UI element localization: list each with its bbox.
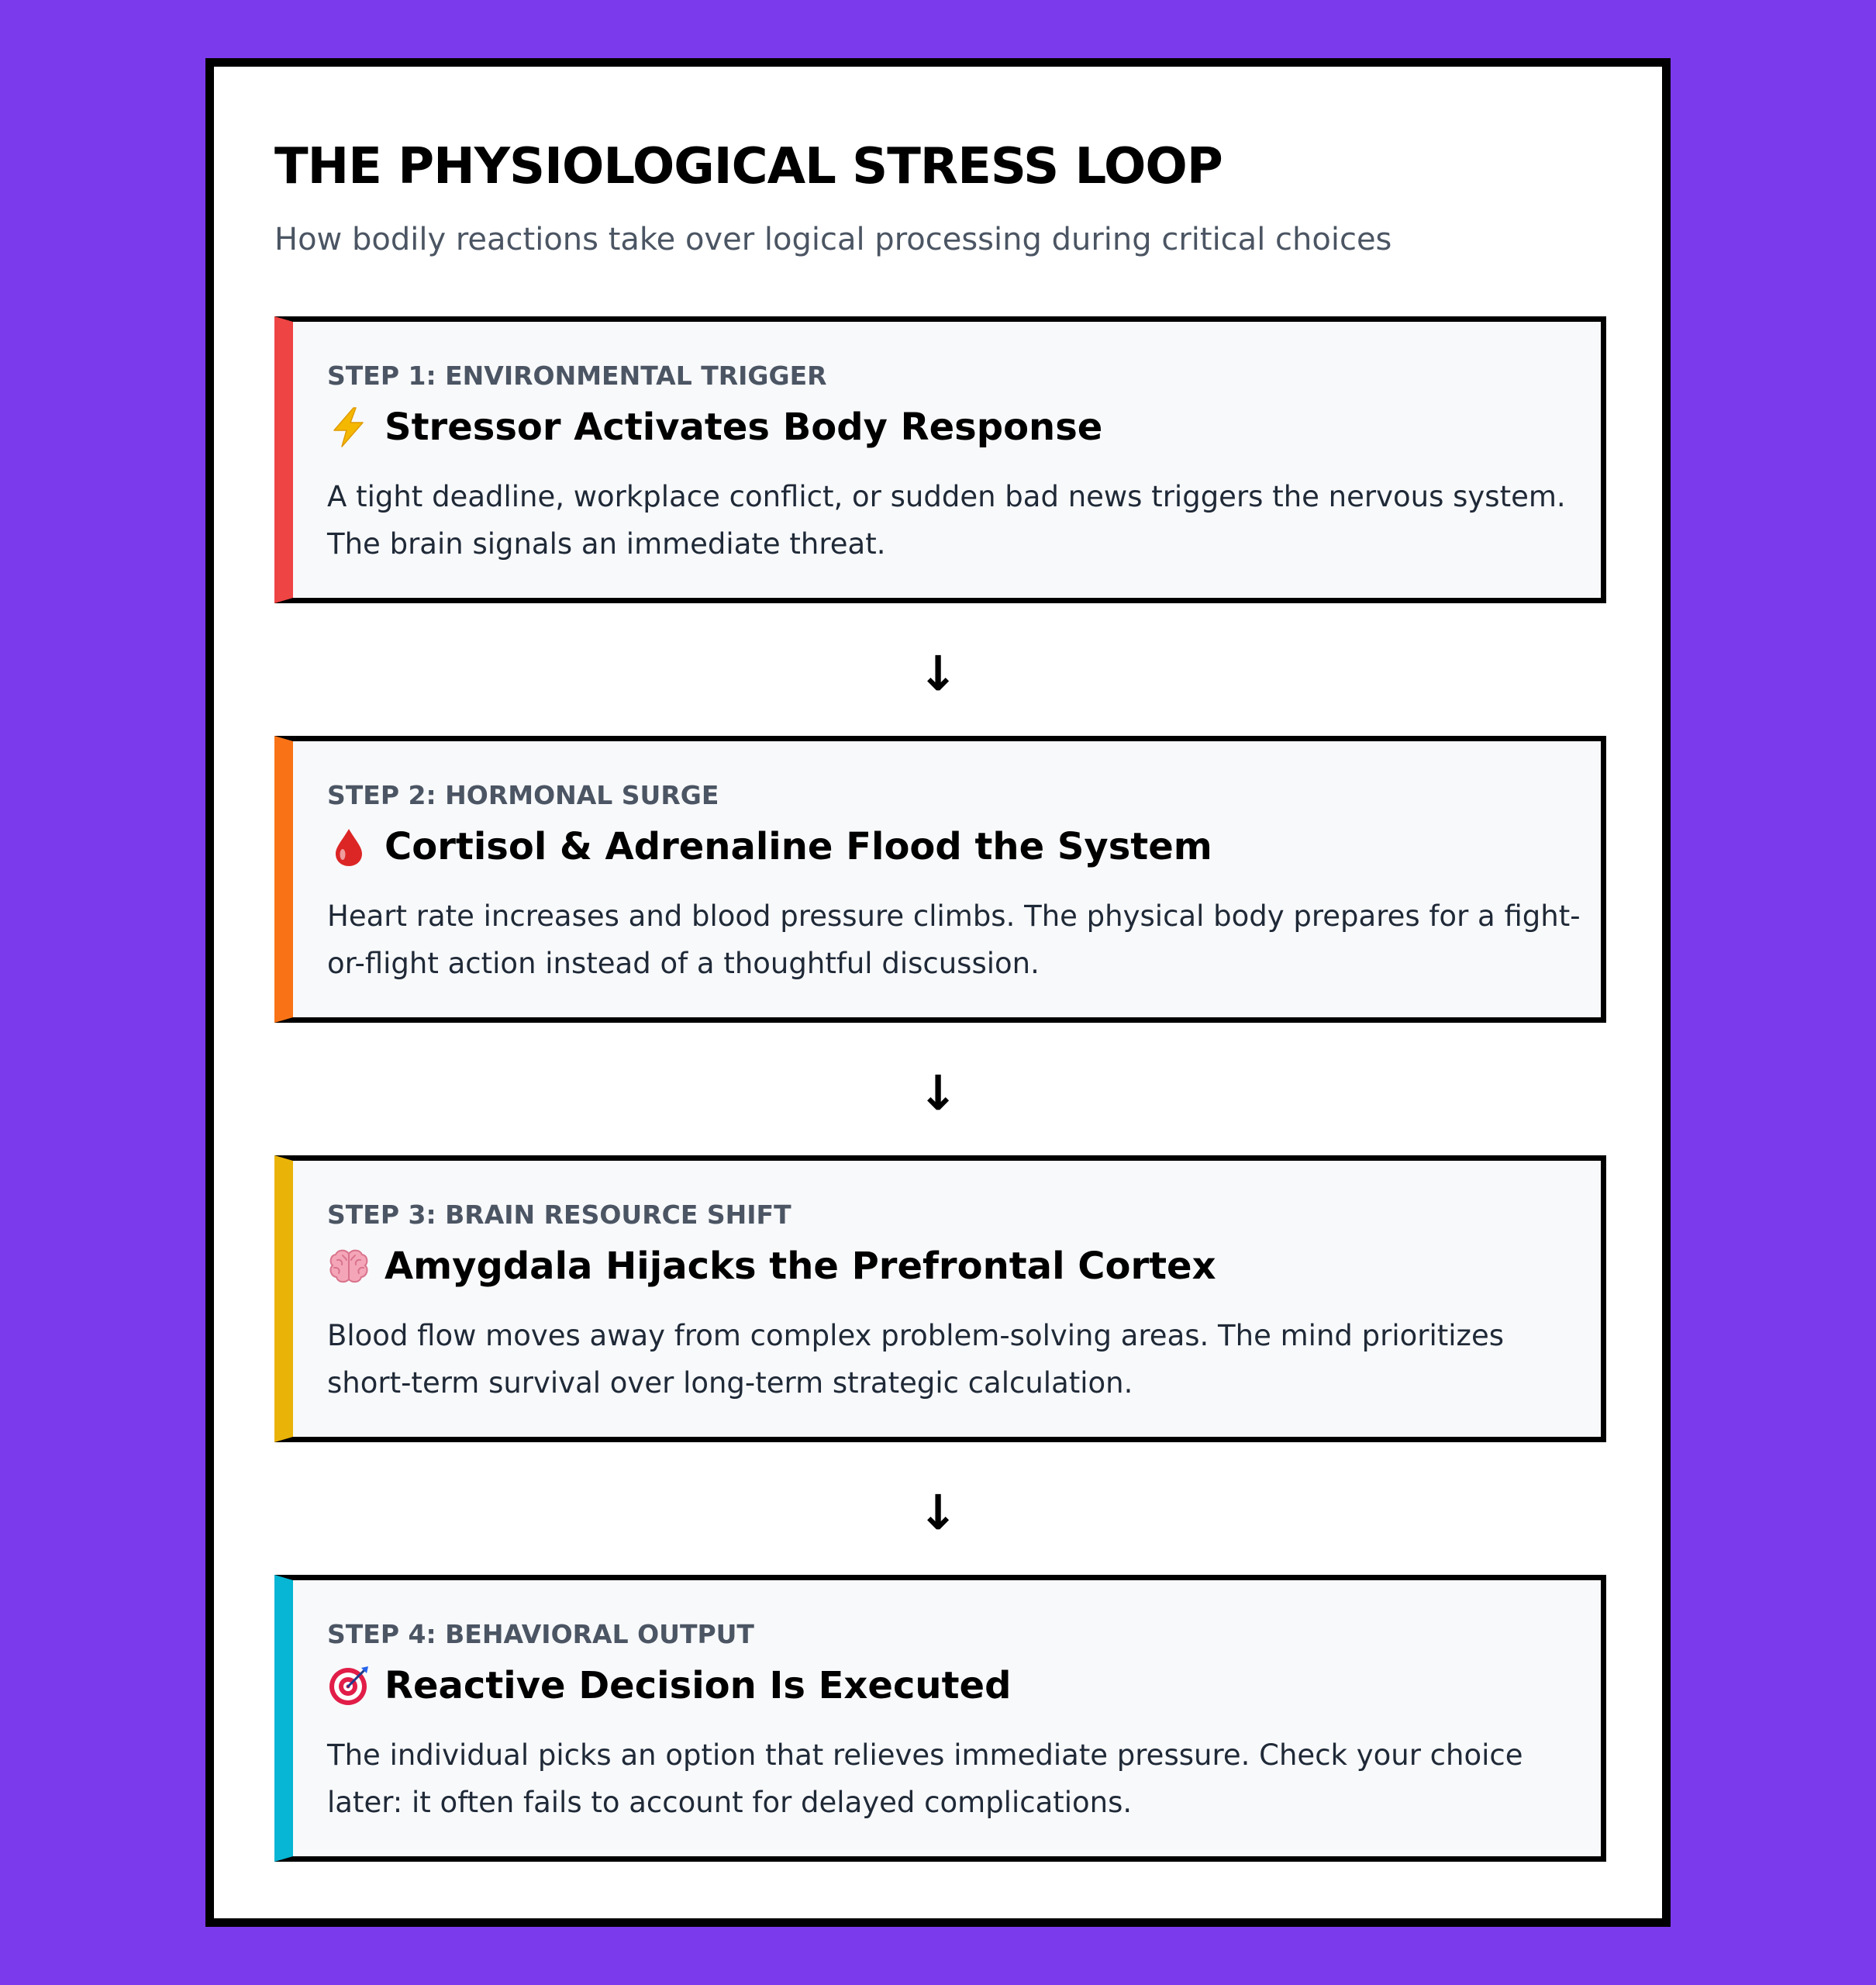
blood-drop-icon	[327, 825, 371, 868]
step-card-4	[274, 1575, 1606, 1862]
target-icon	[327, 1664, 371, 1707]
page-title: THE PHYSIOLOGICAL STRESS LOOP	[274, 138, 1223, 195]
step-label: STEP 3: BRAIN RESOURCE SHIFT	[327, 1200, 791, 1230]
brain-icon	[327, 1245, 371, 1288]
step-heading-text: Stressor Activates Body Response	[385, 406, 1103, 449]
step-description: Blood flow moves away from complex problem-solving areas. The mind prioritizes short-term survival over long-term strategic calculation.	[327, 1319, 1504, 1400]
infographic-card	[205, 58, 1671, 1927]
step-heading-text: Cortisol & Adrenaline Flood the System	[385, 825, 1212, 868]
flow-arrow: ↓	[918, 1484, 958, 1541]
step-label: STEP 2: HORMONAL SURGE	[327, 780, 719, 810]
step-label: STEP 1: ENVIRONMENTAL TRIGGER	[327, 361, 827, 391]
step-heading-text: Amygdala Hijacks the Prefrontal Cortex	[385, 1245, 1216, 1288]
step-card-3	[274, 1155, 1606, 1442]
step-card-1	[274, 316, 1606, 603]
step-heading	[327, 1664, 1011, 1707]
step-heading	[327, 406, 1102, 449]
step-card-2	[274, 736, 1606, 1023]
step-description: Heart rate increases and blood pressure climbs. The physical body prepares for a fight-or-flight action instead of a thoughtful discussion.	[327, 899, 1581, 980]
page-subtitle: How bodily reactions take over logical processing during critical choices	[274, 222, 1392, 257]
flow-arrow: ↓	[918, 1065, 958, 1121]
lightning-icon	[327, 406, 371, 449]
step-description: The individual picks an option that relieves immediate pressure. Check your choice later: it often fails to account for delayed complications.	[327, 1738, 1523, 1819]
step-label: STEP 4: BEHAVIORAL OUTPUT	[327, 1619, 754, 1649]
step-description: A tight deadline, workplace conflict, or sudden bad news triggers the nervous system. The brain signals an immediate threat.	[327, 480, 1566, 561]
step-heading-text: Reactive Decision Is Executed	[385, 1664, 1012, 1707]
flow-arrow: ↓	[918, 645, 958, 702]
step-heading	[327, 1245, 1216, 1288]
step-heading	[327, 825, 1212, 868]
